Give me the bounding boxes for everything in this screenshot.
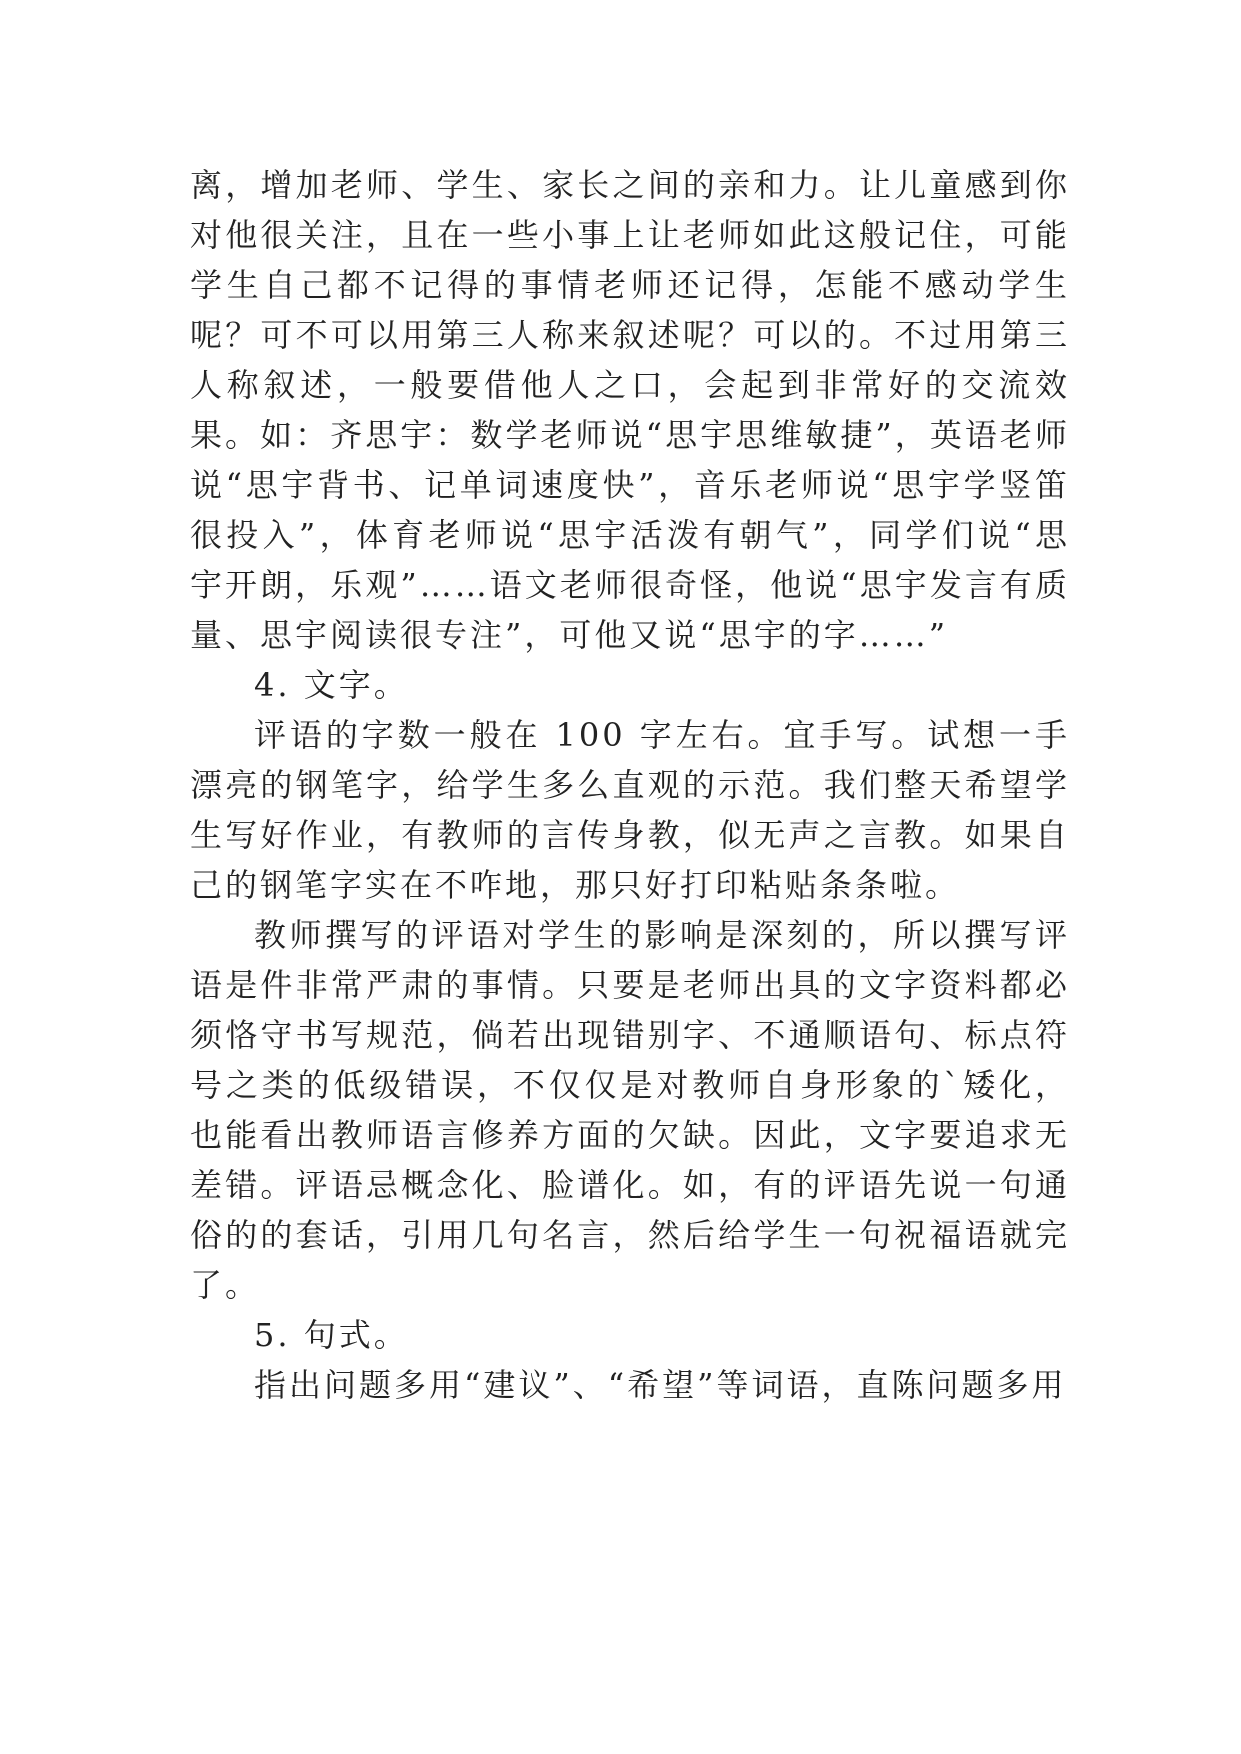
document-page [190, 160, 1070, 1410]
body-paragraph: 离，增加老师、学生、家长之间的亲和力。让儿童感到你对他很关注，且在一些小事上让老师如此这般记住，可能学生自己都不记得的事情老师还记得，怎能不感动学生呢？可不可以用第三人称来叙述呢？可以的。不过用第三人称叙述，一般要借他人之口，会起到非常好的交流效果。如：齐思宇：数学老师说“思宇思维敏捷”，英语老师说“思宇背书、记单词速度快”，音乐老师说“思宇学竖笛很投入”，体育老师说“思宇活泼有朝气”，同学们说“思宇开朗，乐观”……语文老师很奇怪，他说“思宇发言有质量、思宇阅读很专注”，可他又说“思宇的字……” [190, 166, 1070, 654]
body-paragraph: 教师撰写的评语对学生的影响是深刻的，所以撰写评语是件非常严肃的事情。只要是老师出具的文字资料都必须恪守书写规范，倘若出现错别字、不通顺语句、标点符号之类的低级错误，不仅仅是对教师自身形象的`矮化，也能看出教师语言修养方面的欠缺。因此，文字要追求无差错。评语忌概念化、脸谱化。如，有的评语先说一句通俗的的套话，引用几句名言，然后给学生一句祝福语就完了。 [190, 916, 1070, 1304]
section-heading-text: 4. 文字。 [254, 666, 409, 704]
body-paragraph: 指出问题多用“建议”、“希望”等词语，直陈问题多用 [254, 1366, 1067, 1404]
body-paragraph: 评语的字数一般在 100 字左右。宜手写。试想一手漂亮的钢笔字，给学生多么直观的示范。我们整天希望学生写好作业，有教师的言传身教，似无声之言教。如果自己的钢笔字实在不咋地，那只好打印粘贴条条啦。 [190, 716, 1070, 904]
section-heading-sentence: 5. 句式。 [254, 1316, 409, 1354]
